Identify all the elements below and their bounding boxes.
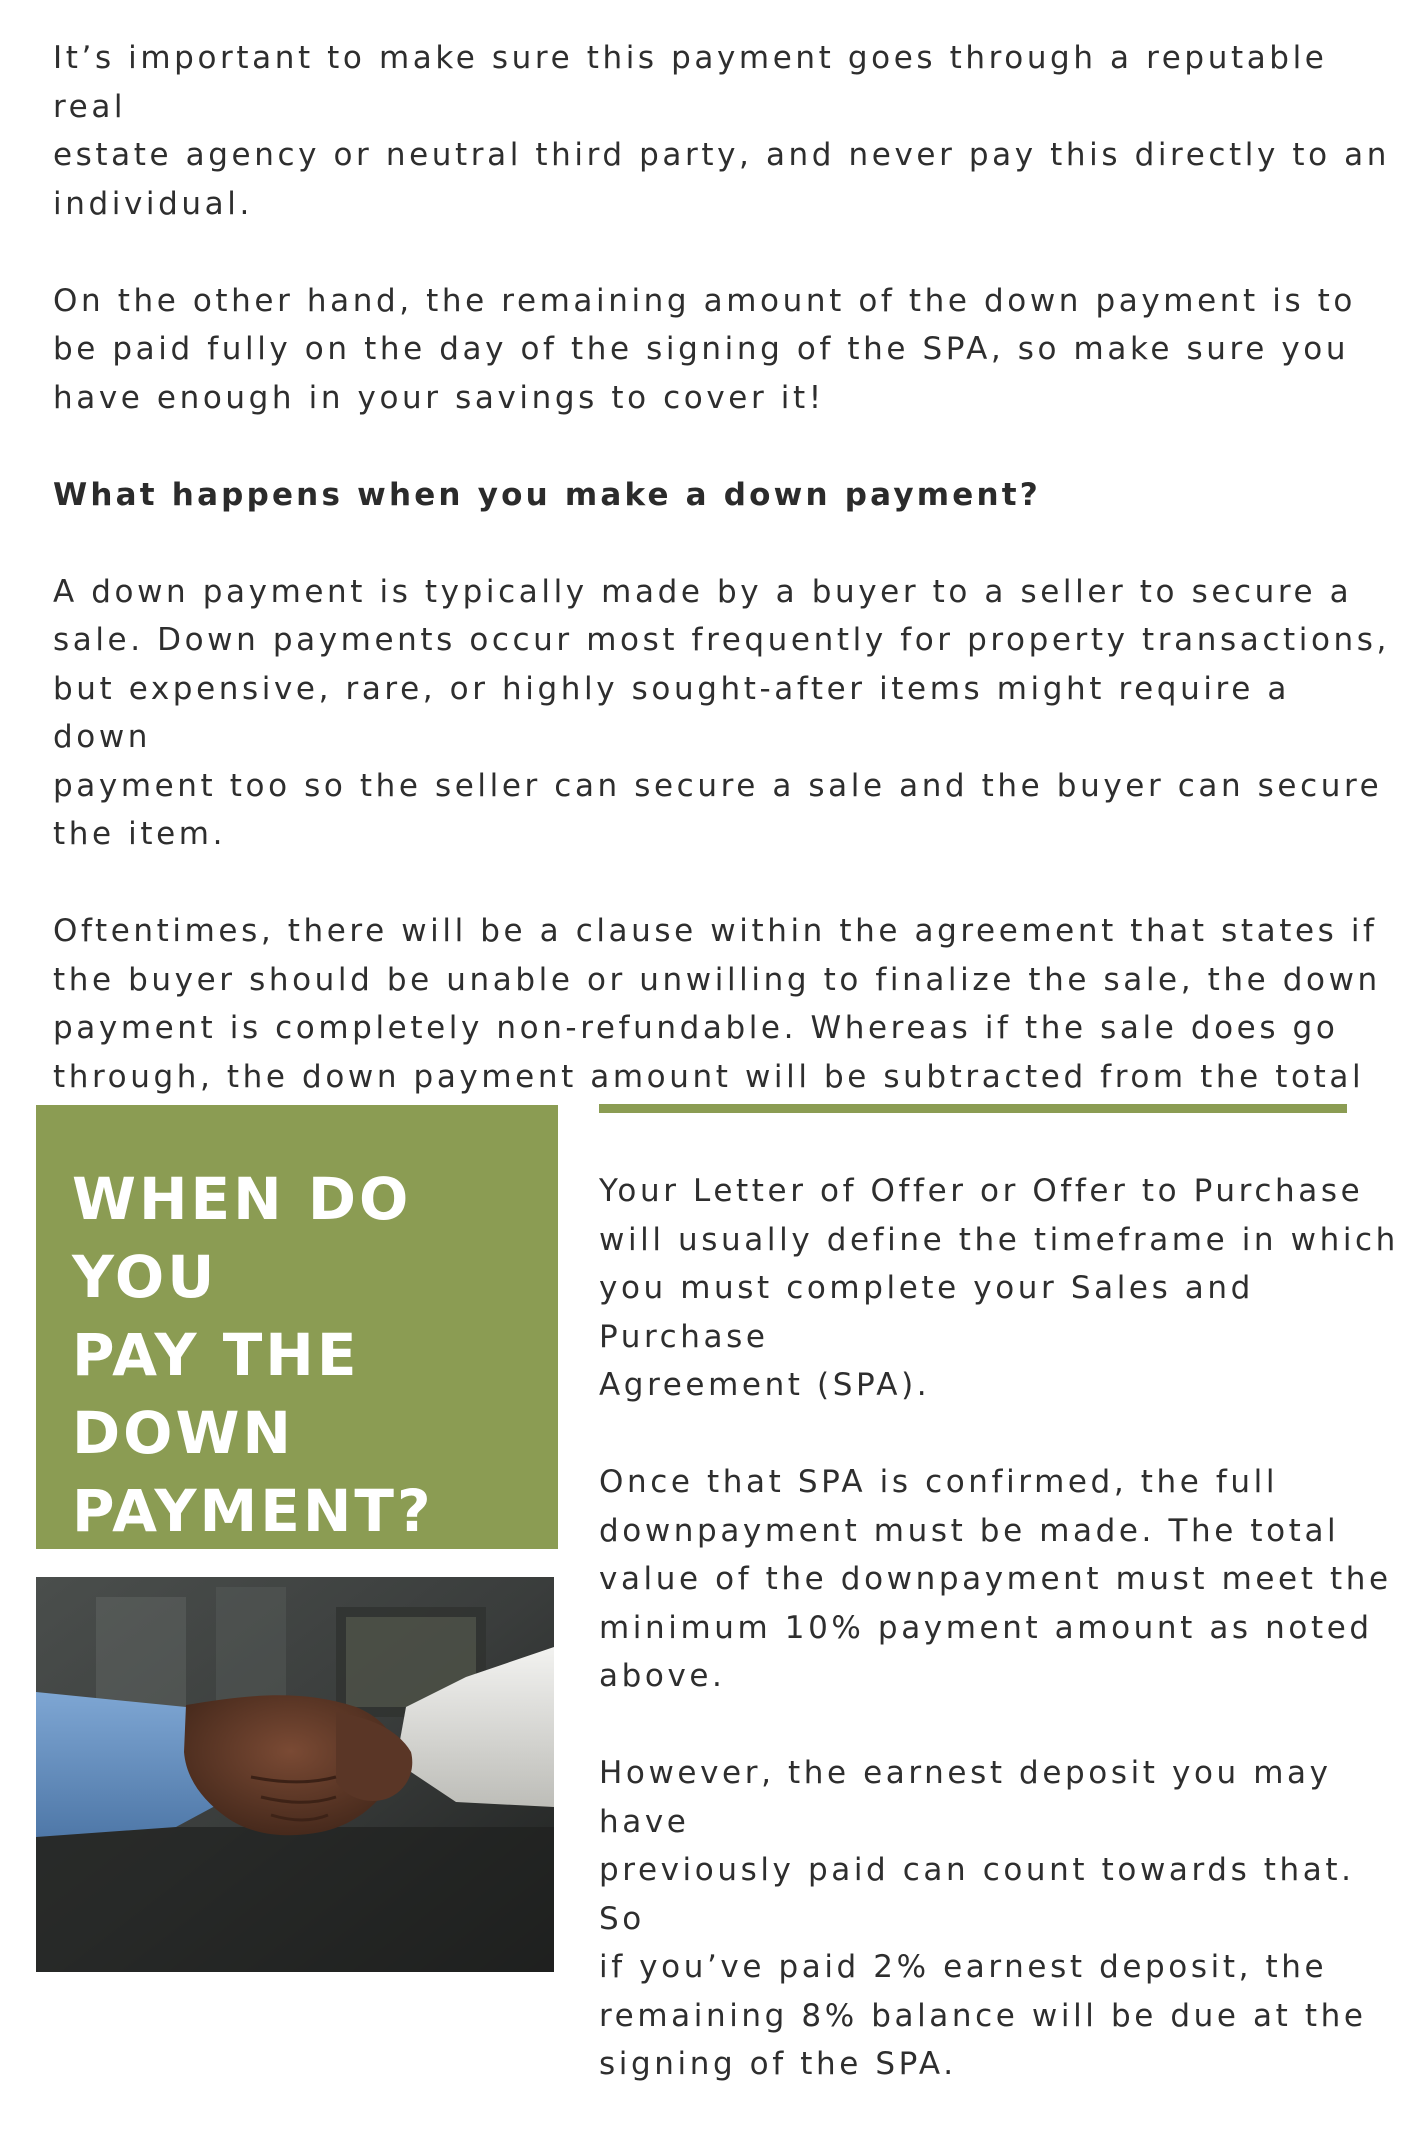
accent-divider [599, 1104, 1347, 1113]
section-heading: What happens when you make a down payment? [53, 476, 1041, 513]
intro-section [53, 34, 1393, 1198]
callout-box [36, 1105, 558, 1549]
intro-paragraph-1: It’s important to make sure this payment goes through a reputable real estate agency or neutral third party, and never pay this directly to an individual. [53, 40, 1391, 222]
handshake-photo [36, 1577, 554, 1972]
right-paragraph-3: However, the earnest deposit you may have previously paid can count towards that. So if you’ve paid 2% earnest deposit, the remaining 8% balance will be due at the signing of the SPA. [599, 1755, 1367, 2082]
intro-paragraph-4: Oftentimes, there will be a clause within the agreement that states if the buyer should be unable or unwilling to finalize the sale, the down payment is completely non-refundable. Whereas if the sale does go through, the down payment amount will be subtracted from the total [53, 913, 1381, 1095]
intro-paragraph-3: A down payment is typically made by a buyer to a seller to secure a sale. Down payments occur most frequently for property transactions, but expensive, rare, or highly sought-after items might require a down payment too so the seller can secure a sale and the buyer can secure the item. [53, 573, 1390, 852]
right-paragraph-2: Once that SPA is confirmed, the full downpayment must be made. The total value of the downpayment must meet the minimum 10% payment amount as noted above. [599, 1464, 1392, 1694]
right-column [599, 1167, 1409, 2137]
intro-paragraph-2: On the other hand, the remaining amount of the down payment is to be paid fully on the day of the signing of the SPA, so make sure you have enough in your savings to cover it! [53, 282, 1356, 416]
handshake-photo-art [36, 1577, 554, 1972]
callout-title: WHEN DO YOU PAY THE DOWN PAYMENT? [72, 1165, 434, 1545]
right-paragraph-1: Your Letter of Offer or Offer to Purchase will usually define the timeframe in which you must complete your Sales and Purchase Agreement (SPA). [599, 1173, 1399, 1403]
